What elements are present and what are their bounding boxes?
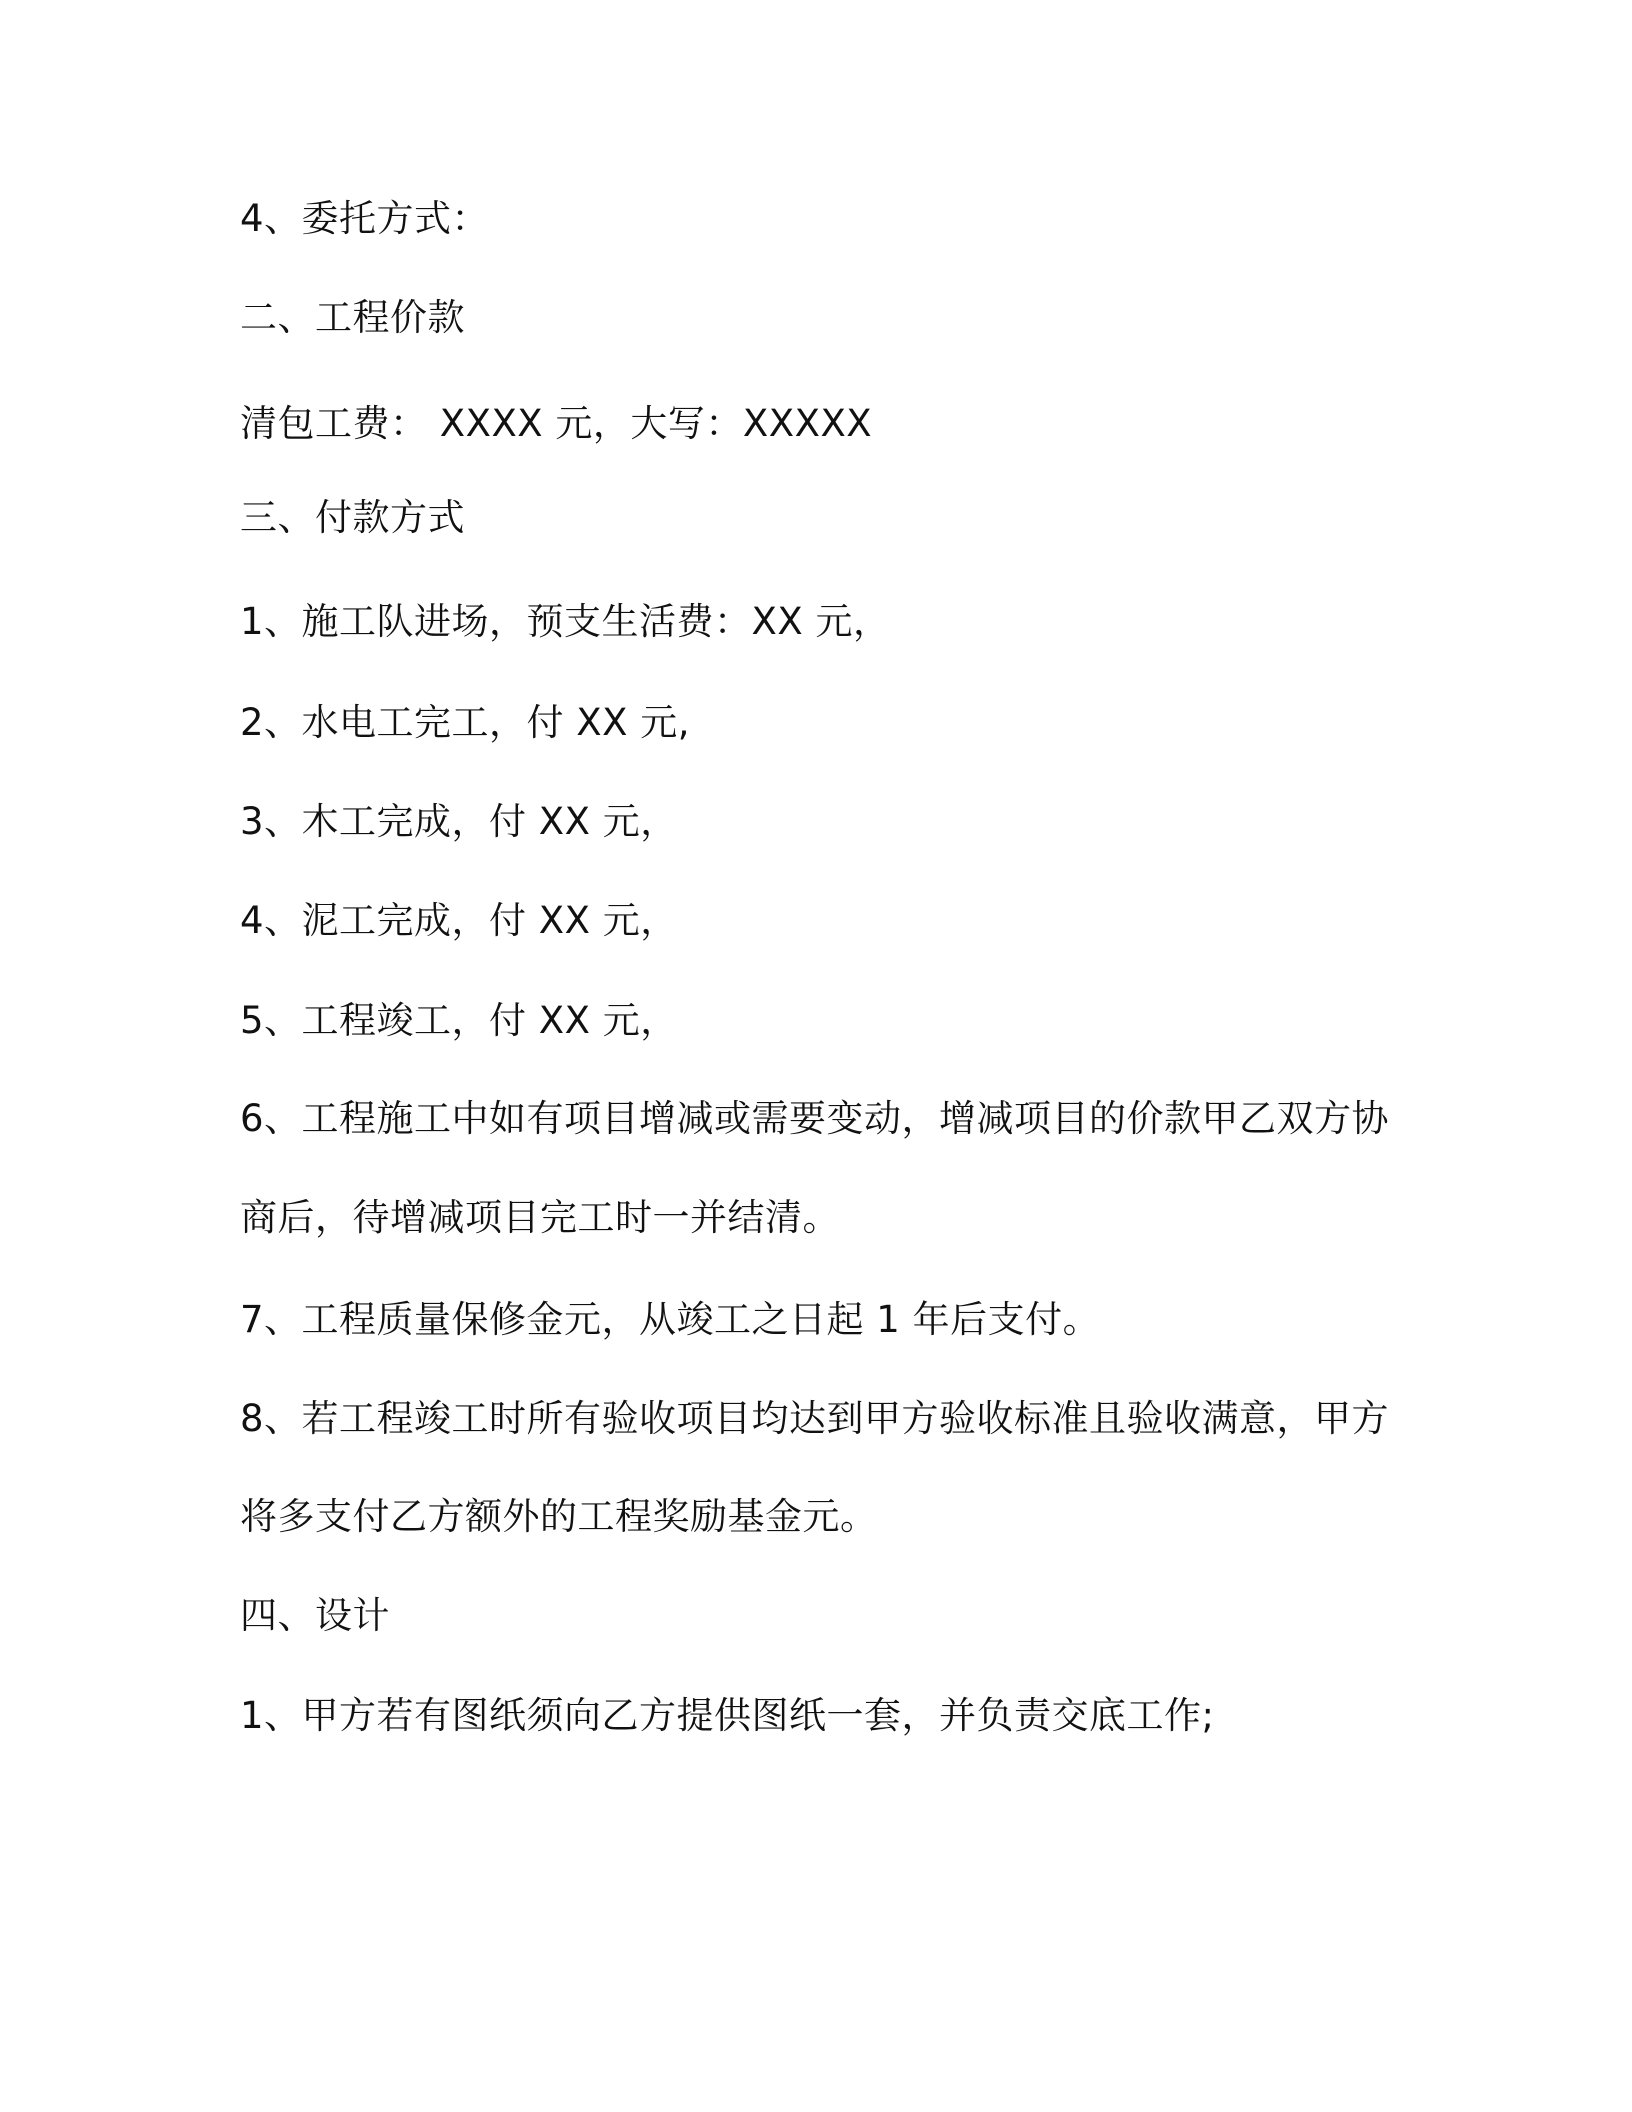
- section-heading-payment-method: 三、付款方式: [240, 496, 465, 539]
- payment-item-6-line-2: 商后，待增减项目完工时一并结清。: [240, 1196, 840, 1239]
- payment-item-7: 7、工程质量保修金元，从竣工之日起 1 年后支付。: [240, 1298, 1101, 1341]
- payment-item-2: 2、水电工完工，付 XX 元,: [240, 701, 691, 744]
- payment-item-5: 5、工程竣工，付 XX 元，: [240, 999, 678, 1042]
- payment-item-8-line-2: 将多支付乙方额外的工程奖励基金元。: [240, 1495, 878, 1538]
- payment-item-4: 4、泥工完成，付 XX 元，: [240, 899, 678, 942]
- section-heading-design: 四、设计: [240, 1594, 390, 1637]
- section-heading-project-price: 二、工程价款: [240, 296, 465, 339]
- clause-entrust-method: 4、委托方式：: [240, 197, 490, 240]
- payment-item-6-line-1: 6、工程施工中如有项目增减或需要变动，增减项目的价款甲乙双方协: [240, 1097, 1390, 1140]
- payment-item-3: 3、木工完成，付 XX 元，: [240, 800, 678, 843]
- design-item-1: 1、甲方若有图纸须向乙方提供图纸一套，并负责交底工作;: [240, 1694, 1215, 1737]
- payment-item-1: 1、施工队进场，预支生活费：XX 元，: [240, 600, 891, 643]
- payment-item-8-line-1: 8、若工程竣工时所有验收项目均达到甲方验收标准且验收满意，甲方: [240, 1397, 1390, 1440]
- clause-labor-fee: 清包工费： XXXX 元，大写：XXXXX: [240, 402, 873, 445]
